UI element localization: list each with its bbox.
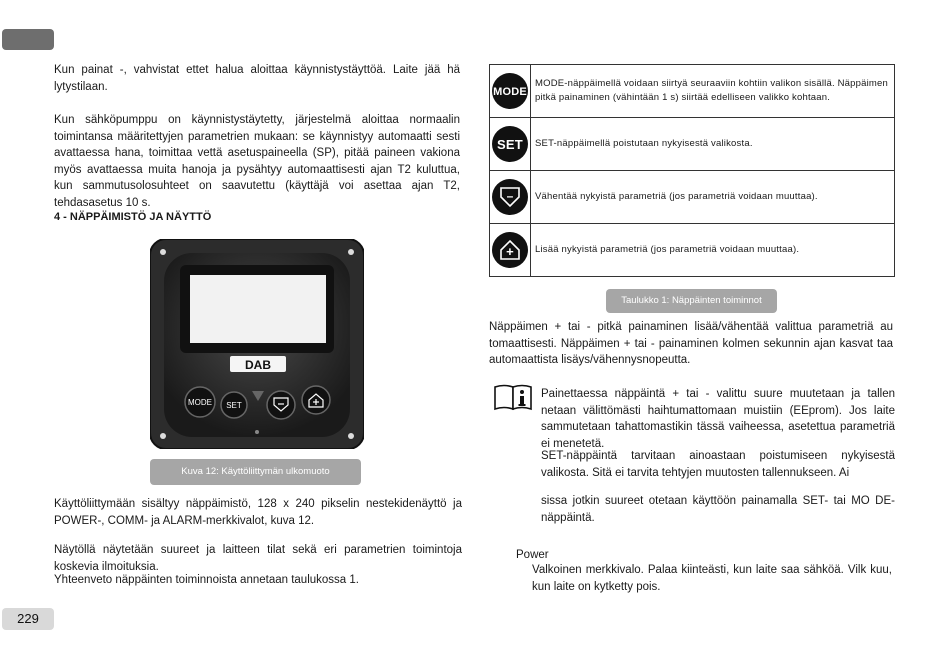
screw-icon	[160, 433, 166, 439]
section-heading: 4 - NÄPPÄIMISTÖ JA NÄYTTÖ	[54, 211, 212, 223]
dab-logo: DAB	[245, 358, 271, 372]
mode-button-label: MODE	[188, 398, 212, 407]
table-row	[490, 65, 895, 118]
set-button-label: SET	[226, 401, 242, 410]
table-text-cell: SET-näppäimellä poistutaan nykyisestä valikosta.	[531, 118, 895, 171]
svg-text:+: +	[506, 244, 514, 259]
table-icon-cell	[490, 65, 531, 118]
note-set-activate: sissa jotkin suureet otetaan käyttöön painamalla SET- tai MO DE-näppäintä.	[541, 495, 895, 524]
plus-button-icon	[490, 230, 530, 270]
table-icon-cell	[490, 118, 531, 171]
lcd-display	[190, 275, 326, 343]
svg-text:MODE: MODE	[493, 86, 527, 98]
svg-text:–: –	[506, 189, 514, 203]
led-icon	[255, 430, 259, 434]
power-title: Power	[516, 549, 549, 561]
paragraph-summary: Yhteenveto näppäinten toiminnoista annetaan taulukossa 1.	[54, 574, 359, 586]
paragraph-interface: Käyttöliittymään sisältyy näppäimistö, 128 x 240 pikselin nestekidenäyttö ja POWER-, COMM- ja ALARM-merkkivalot, kuva 12.	[54, 498, 462, 527]
control-panel-illustration	[150, 239, 364, 449]
paragraph-display: Näytöllä näytetään suureet ja laitteen tilat sekä eri parametrien toimintoja koskevia ilmoituksia.	[54, 544, 462, 573]
set-button-icon	[490, 124, 530, 164]
table-text-cell: Vähentää nykyistä parametriä (jos parametriä voidaan muuttaa).	[531, 171, 895, 224]
table-text-cell: MODE-näppäimellä voidaan siirtyä seuraaviin kohtiin valikon sisällä. Näppäimen pitkä painaminen (vähintään 1 s) siirtää edelliseen valikko kohtaan.	[531, 65, 895, 118]
note-set-exit: SET-näppäintä tarvitaan ainoastaan poistumiseen nykyisestä valikosta. Sitä ei tarvita tehtyjen muutosten tallennukseen. Ai	[541, 450, 895, 479]
table-row	[490, 224, 895, 277]
screw-icon	[348, 433, 354, 439]
table-text-cell: Lisää nykyistä parametriä (jos parametriä voidaan muuttaa).	[531, 224, 895, 277]
minus-button-icon	[490, 177, 530, 217]
note-eeprom: Painettaessa näppäintä + tai - valittu suure muutetaan ja tallen netaan välittömästi haihtumattomaan muistiin (EEprom). Jos laite sammutetaan tahattomastikin tässä vaiheessa, asetettua parametriä ei menetetä.	[541, 388, 895, 450]
table-row	[490, 171, 895, 224]
info-book-icon	[493, 383, 537, 411]
screw-icon	[348, 249, 354, 255]
power-description: Valkoinen merkkivalo. Palaa kiinteästi, kun laite saa sähköä. Vilk kuu, kun laite on kytketty pois.	[532, 564, 892, 593]
svg-text:SET: SET	[497, 137, 523, 152]
minus-button	[267, 391, 295, 419]
table-icon-cell	[490, 224, 531, 277]
table-caption: Taulukko 1: Näppäinten toiminnot	[606, 289, 777, 313]
table-icon-cell	[490, 171, 531, 224]
mode-button-icon	[490, 71, 530, 111]
figure-caption: Kuva 12: Käyttöliittymän ulkomuoto	[150, 459, 361, 485]
page-number: 229	[2, 608, 54, 630]
key-function-table	[489, 64, 895, 277]
table-row	[490, 118, 895, 171]
screw-icon	[160, 249, 166, 255]
section-tab	[2, 29, 54, 50]
paragraph-confirm: Kun painat -, vahvistat ettet halua aloittaa käynnistystäyttöä. Laite jää hä lytystilaan.	[54, 64, 460, 93]
paragraph-normal-operation: Kun sähköpumppu on käynnistystäytetty, järjestelmä aloittaa normaalin toimintansa määritettyjen parametrien mukaan: se käynnistyy automaatti sesti avattaessa hana, toimittaa vettä asetuspaineella (SP), pitää paineen vakiona myös avattaessa muita hanoja ja pysähtyy automaattisesti ajan T2 kuluttua, kun sammutusolosuhteet on saavutettu (käyttäjä voi asettaa ajan T2, tehdasasetus 10 s.	[54, 114, 460, 209]
paragraph-long-press: Näppäimen + tai - pitkä painaminen lisää/vähentää valittua parametriä au tomaattisesti. Näppäimen + tai - painaminen kolmen sekunnin ajan kasvat taa automaattista lisäys/vähennysnopeutta.	[489, 321, 893, 366]
